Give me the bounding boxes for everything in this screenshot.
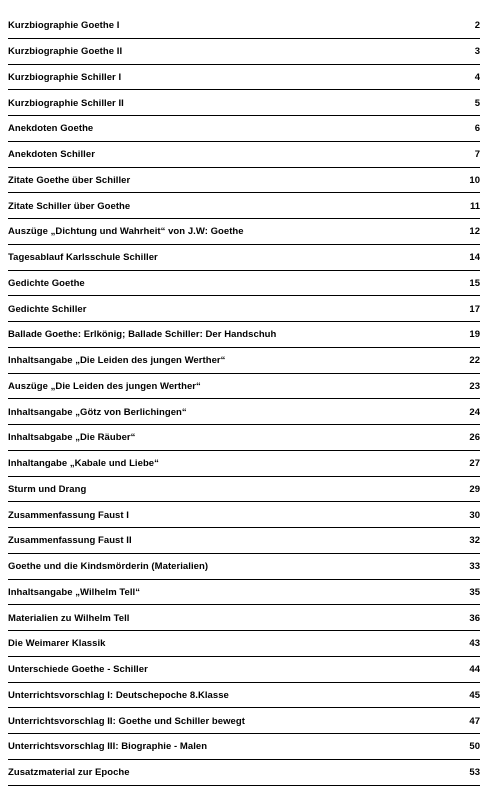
toc-entry-page-number: 24	[469, 406, 480, 418]
toc-entry-title: Zitate Goethe über Schiller	[8, 174, 131, 186]
toc-entry	[8, 193, 480, 219]
toc-entry-title: Inhaltsangabe „Die Leiden des jungen Werther“	[8, 355, 226, 367]
toc-entry-title: Auszüge „Dichtung und Wahrheit“ von J.W: Goethe	[8, 226, 244, 238]
toc-entry-title: Kurzbiographie Schiller I	[8, 71, 122, 83]
toc-entry	[8, 528, 480, 554]
toc-entry-title: Zusatzmaterial zur Epoche	[8, 767, 130, 779]
toc-entry	[8, 425, 480, 451]
toc-entry-page-number: 35	[469, 586, 480, 598]
toc-entry-title: Materialien zu Wilhelm Tell	[8, 612, 130, 624]
toc-entry-title: Gedichte Schiller	[8, 303, 87, 315]
toc-entry	[8, 657, 480, 683]
toc-entry-page-number: 36	[469, 612, 480, 624]
toc-entry-page-number: 30	[469, 509, 480, 521]
toc-entry-title: Gedichte Goethe	[8, 277, 85, 289]
toc-entry-title: Tagesablauf Karlsschule Schiller	[8, 252, 158, 264]
toc-entry	[8, 348, 480, 374]
toc-entry	[8, 605, 480, 631]
toc-entry	[8, 142, 480, 168]
toc-entry-page-number: 5	[474, 97, 480, 109]
toc-entry-page-number: 53	[469, 767, 480, 779]
toc-entry	[8, 708, 480, 734]
toc-entry-page-number: 3	[474, 46, 480, 58]
toc-entry-page-number: 14	[469, 252, 480, 264]
toc-entry-page-number: 6	[474, 123, 480, 135]
toc-entry-title: Unterrichtsvorschlag I: Deutschepoche 8.Klasse	[8, 689, 229, 701]
toc-entry	[8, 322, 480, 348]
toc-entry	[8, 13, 480, 39]
toc-entry	[8, 271, 480, 297]
toc-entry	[8, 631, 480, 657]
toc-entry	[8, 168, 480, 194]
toc-entry-page-number: 12	[469, 226, 480, 238]
toc-entry-title: Inhaltsabgabe „Die Räuber“	[8, 432, 136, 444]
toc-entry-page-number: 29	[469, 483, 480, 495]
toc-entry-title: Ballade Goethe: Erlkönig; Ballade Schiller: Der Handschuh	[8, 329, 277, 341]
toc-entry-title: Kurzbiographie Goethe I	[8, 20, 120, 32]
toc-entry-page-number: 50	[469, 741, 480, 753]
table-of-contents	[8, 13, 480, 786]
toc-entry-page-number: 10	[469, 174, 480, 186]
toc-entry-page-number: 33	[469, 561, 480, 573]
toc-entry	[8, 39, 480, 65]
toc-entry-title: Zusammenfassung Faust I	[8, 509, 129, 521]
toc-entry-page-number: 22	[469, 355, 480, 367]
toc-entry-page-number: 32	[469, 535, 480, 547]
toc-entry-title: Die Weimarer Klassik	[8, 638, 106, 650]
toc-entry-page-number: 44	[469, 664, 480, 676]
toc-entry-title: Anekdoten Schiller	[8, 149, 95, 161]
toc-entry-title: Kurzbiographie Goethe II	[8, 46, 123, 58]
toc-entry-page-number: 27	[469, 458, 480, 470]
toc-entry-page-number: 45	[469, 689, 480, 701]
toc-entry-title: Goethe und die Kindsmörderin (Materialien)	[8, 561, 209, 573]
toc-entry-title: Kurzbiographie Schiller II	[8, 97, 124, 109]
toc-entry-page-number: 11	[469, 200, 480, 212]
toc-entry-page-number: 4	[474, 71, 480, 83]
toc-entry	[8, 219, 480, 245]
toc-entry-title: Inhaltsangabe „Wilhelm Tell“	[8, 586, 141, 598]
toc-entry-title: Unterrichtsvorschlag III: Biographie - Malen	[8, 741, 208, 753]
toc-entry-page-number: 17	[469, 303, 480, 315]
toc-entry-title: Inhaltsangabe „Götz von Berlichingen“	[8, 406, 187, 418]
toc-entry	[8, 296, 480, 322]
toc-entry	[8, 502, 480, 528]
toc-entry	[8, 374, 480, 400]
toc-entry-title: Sturm und Drang	[8, 483, 87, 495]
toc-entry	[8, 65, 480, 91]
toc-entry	[8, 90, 480, 116]
toc-entry-page-number: 15	[469, 277, 480, 289]
toc-entry	[8, 580, 480, 606]
toc-entry	[8, 116, 480, 142]
toc-entry-title: Auszüge „Die Leiden des jungen Werther“	[8, 380, 201, 392]
toc-entry-page-number: 23	[469, 380, 480, 392]
toc-entry-page-number: 2	[474, 20, 480, 32]
toc-entry-page-number: 19	[469, 329, 480, 341]
toc-entry-underline	[8, 785, 480, 786]
toc-entry	[8, 734, 480, 760]
toc-entry-page-number: 26	[469, 432, 480, 444]
toc-entry	[8, 477, 480, 503]
toc-entry	[8, 760, 480, 786]
toc-entry	[8, 245, 480, 271]
toc-entry-title: Unterrichtsvorschlag II: Goethe und Schiller bewegt	[8, 715, 245, 727]
toc-entry	[8, 451, 480, 477]
toc-entry-title: Unterschiede Goethe - Schiller	[8, 664, 148, 676]
toc-entry-title: Inhaltangabe „Kabale und Liebe“	[8, 458, 159, 470]
toc-entry-title: Zusammenfassung Faust II	[8, 535, 132, 547]
toc-entry-title: Anekdoten Goethe	[8, 123, 94, 135]
toc-entry	[8, 399, 480, 425]
toc-entry-page-number: 43	[469, 638, 480, 650]
toc-entry-page-number: 7	[474, 149, 480, 161]
toc-entry-page-number: 47	[469, 715, 480, 727]
toc-entry	[8, 554, 480, 580]
toc-entry-title: Zitate Schiller über Goethe	[8, 200, 131, 212]
toc-entry	[8, 683, 480, 709]
